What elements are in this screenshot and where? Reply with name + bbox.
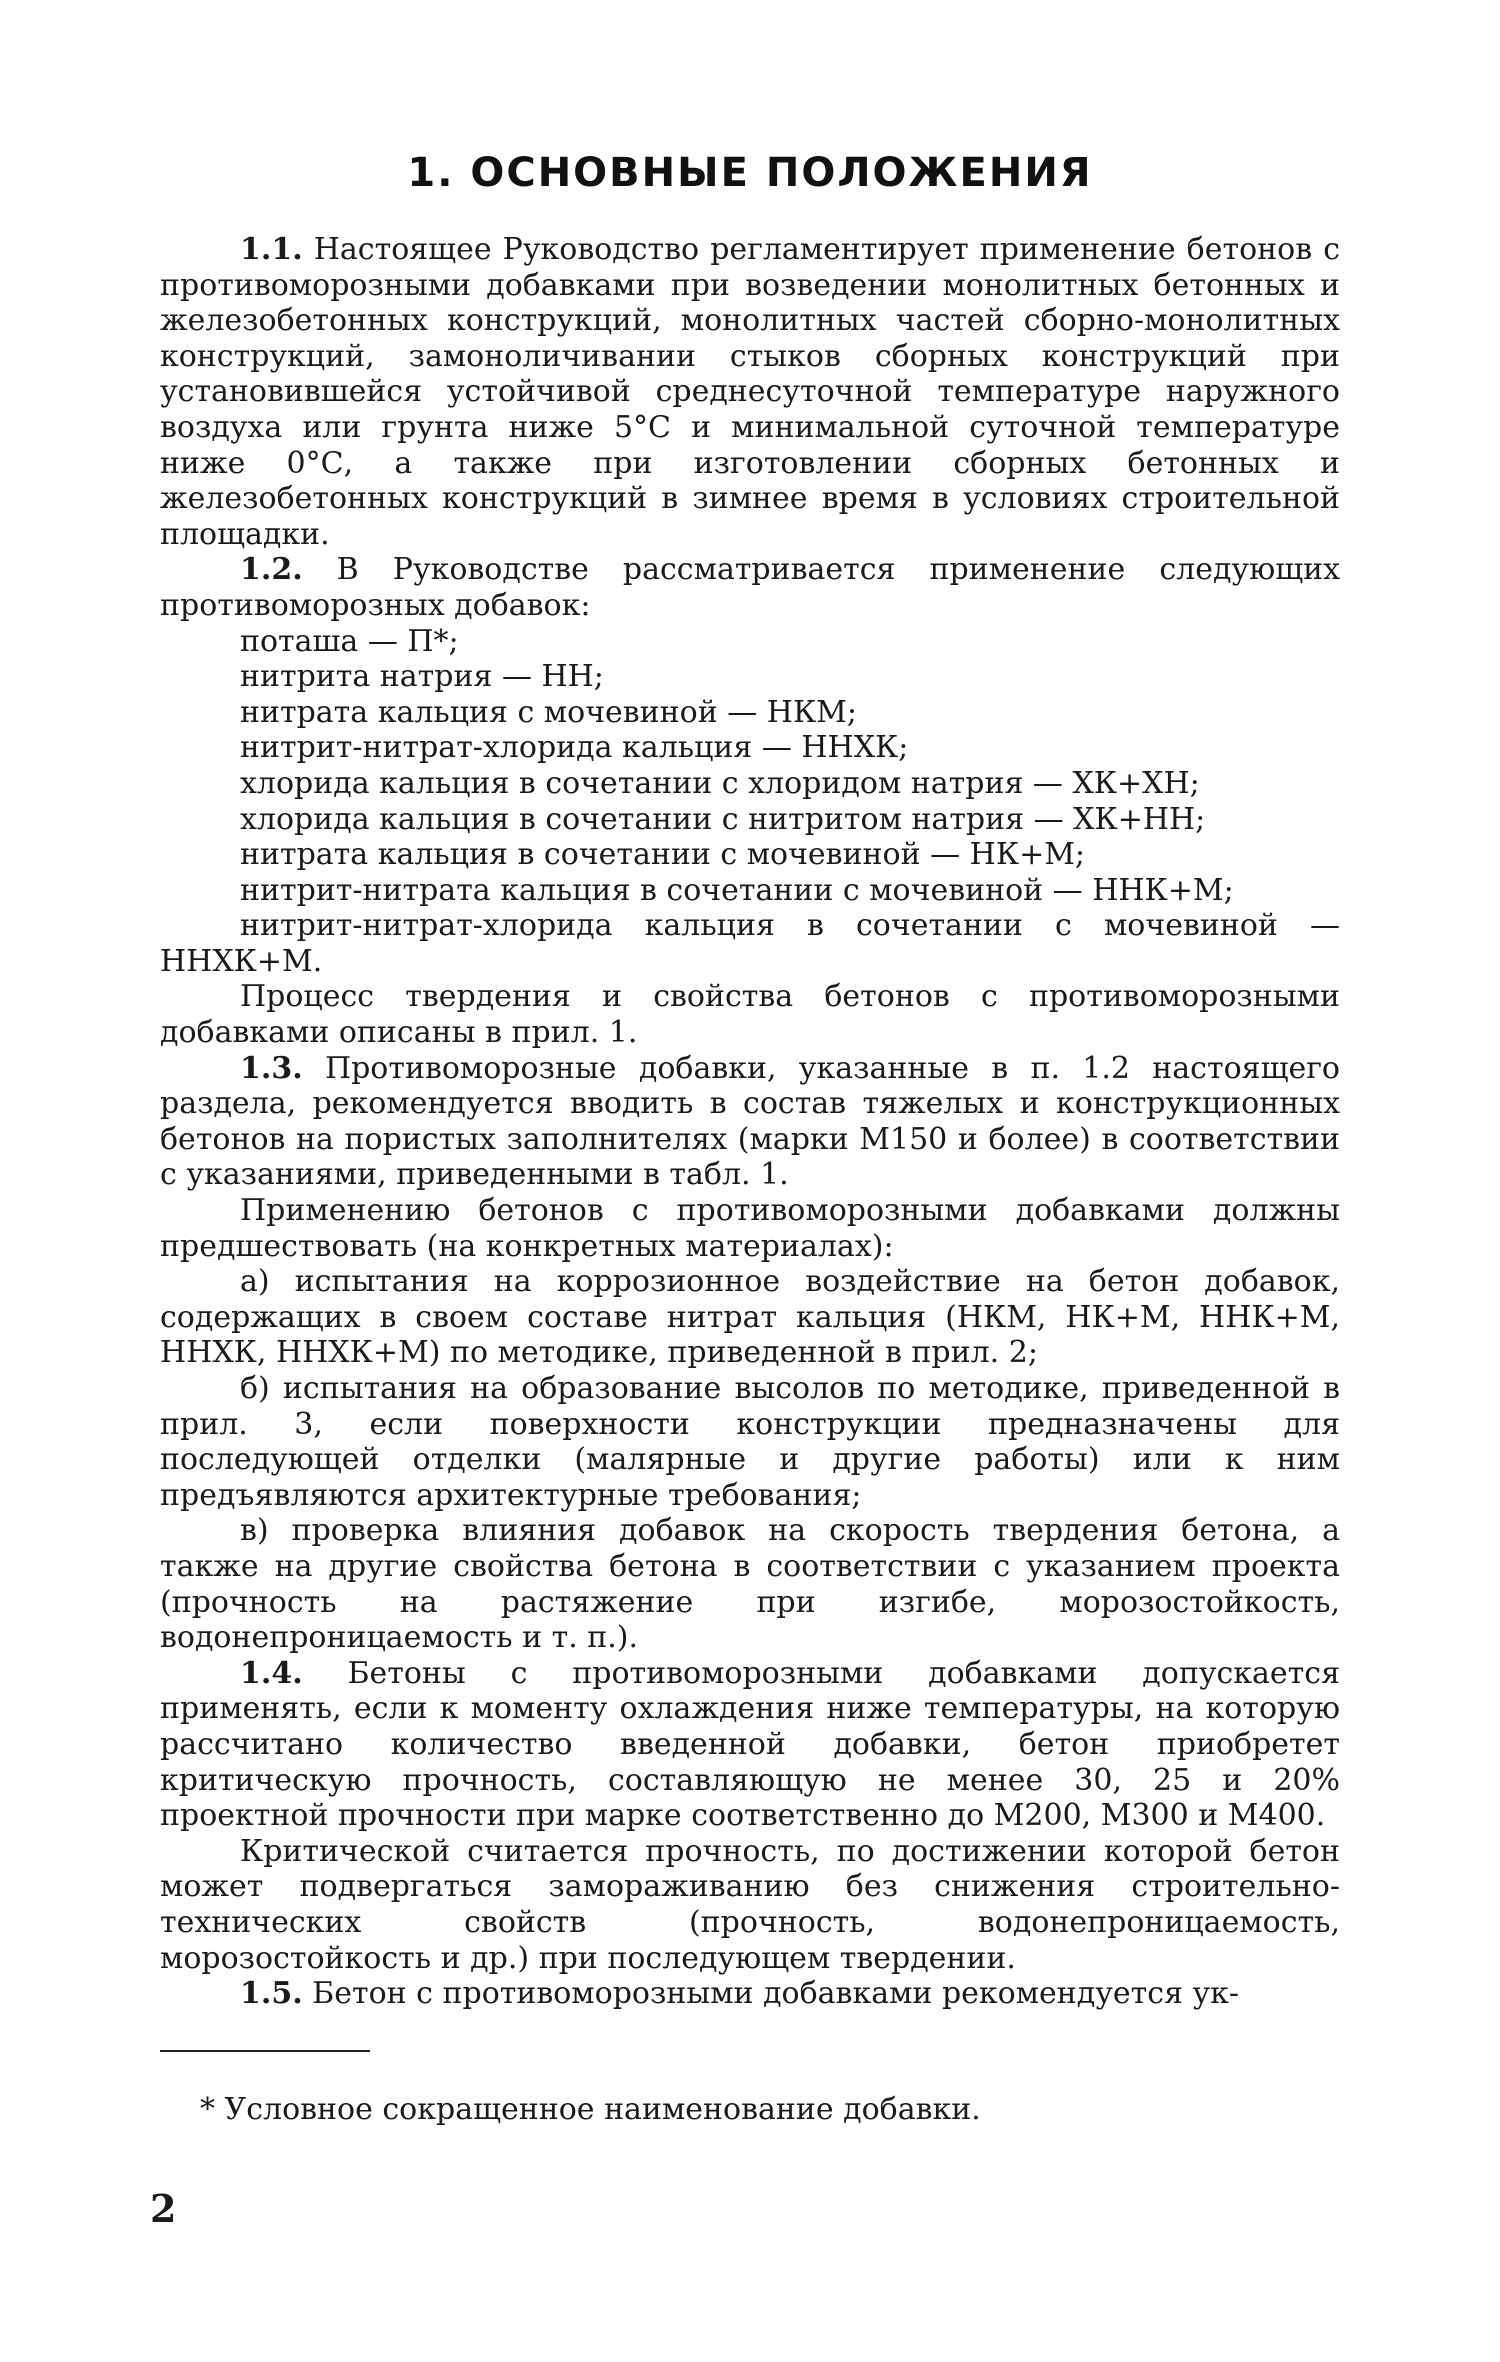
- additive-item: нитрата кальция с мочевиной — НКМ;: [240, 694, 858, 730]
- paragraph-a: а) испытания на коррозионное воздействие на бетон добавок, содержащих в своем составе нитрат кальция (НКМ, НК+М, ННК+М, ННХК, ННХК+М) по методике, приведенной в прил. 2;: [160, 1264, 1340, 1371]
- additive-item: нитрата кальция в сочетании с мочевиной — НК+М;: [240, 837, 1086, 873]
- clause-text: Бетоны с противоморозными добавками допускается применять, если к моменту охлаждения ниже температуры, на которую рассчитано количество введенной добавки, бетон приобретет критическую прочность, составляющую не менее 30, 25 и 20% проектной прочности при марке соответственно до М200, М300 и М400.: [160, 1655, 1340, 1834]
- paragraph-1-1: [160, 232, 1340, 552]
- paragraph-1-4: [160, 1656, 1340, 1834]
- clause-number: 1.4.: [240, 1655, 303, 1691]
- footnote-divider: [160, 2050, 370, 2052]
- paragraph-1-5: [160, 1976, 1340, 2012]
- clause-text: Настоящее Руководство регламентирует применение бетонов с противоморозными добавками при возведении монолитных бетонных и железобетонных конструкций, монолитных частей сборно-монолитных конструкций, замоноличивании стыков сборных конструкций при установившейся устойчивой среднесуточной температуре наружного воздуха или грунта ниже 5°С и минимальной суточной температуре ниже 0°С, а также при изготовлении сборных бетонных и железобетонных конструкций в зимнее время в условиях строительной площадки.: [160, 232, 1340, 552]
- page-number: 2: [150, 2186, 177, 2231]
- paragraph-process: Процесс твердения и свойства бетонов с противоморозными добавками описаны в прил. 1.: [160, 979, 1340, 1051]
- paragraph-v: в) проверка влияния добавок на скорость твердения бетона, а также на другие свойства бетона в соответствии с указанием проекта (прочность на растяжение при изгибе, морозостойкость, водонепроницаемость и т. п.).: [160, 1513, 1340, 1656]
- paragraph-critical: Критической считается прочность, по достижении которой бетон может подвергаться замораживанию без снижения строительно-технических свойств (прочность, водонепроницаемость, морозостойкость и др.) при последующем твердении.: [160, 1833, 1340, 1976]
- page-body: [160, 150, 1340, 2012]
- clause-text: Противоморозные добавки, указанные в п. 1.2 настоящего раздела, рекомендуется вводить в состав тяжелых и конструкционных бетонов на пористых заполнителях (марки М150 и более) в соответствии с указаниями, приведенными в табл. 1.: [160, 1050, 1340, 1193]
- clause-number: 1.5.: [240, 1976, 303, 2012]
- additive-item: нитрит-нитрат-хлорида кальция в сочетании с мочевиной — ННХК+М.: [160, 908, 1340, 979]
- paragraph-1-3: [160, 1051, 1340, 1193]
- additive-item: хлорида кальция в сочетании с хлоридом натрия — ХК+ХН;: [240, 765, 1200, 801]
- additive-item: нитрита натрия — НН;: [240, 659, 604, 695]
- clause-text: Бетон с противоморозными добавками рекомендуется ук-: [302, 1976, 1240, 2012]
- section-heading: 1. ОСНОВНЫЕ ПОЛОЖЕНИЯ: [407, 150, 1093, 196]
- paragraph-1-2: [160, 552, 1340, 623]
- clause-number: 1.1.: [240, 232, 303, 267]
- additive-item: хлорида кальция в сочетании с нитритом натрия — ХК+НН;: [240, 801, 1206, 837]
- clause-text: В Руководстве рассматривается применение следующих противоморозных добавок:: [160, 552, 1340, 623]
- paragraph-b: б) испытания на образование высолов по методике, приведенной в прил. 3, если поверхности конструкции предназначены для последующей отделки (малярные и другие работы) или к ним предъявляются архитектурные требования;: [160, 1371, 1340, 1513]
- footnote: * Условное сокращенное наименование добавки.: [200, 2092, 981, 2127]
- clause-number: 1.3.: [240, 1050, 303, 1086]
- paragraph-apply: Применению бетонов с противоморозными добавками должны предшествовать (на конкретных материалах):: [160, 1193, 1340, 1264]
- additive-item: нитрит-нитрата кальция в сочетании с мочевиной — ННК+М;: [240, 872, 1234, 908]
- additive-item: поташа — П*;: [240, 623, 459, 659]
- additive-item: нитрит-нитрат-хлорида кальция — ННХК;: [240, 730, 909, 766]
- clause-number: 1.2.: [240, 552, 303, 588]
